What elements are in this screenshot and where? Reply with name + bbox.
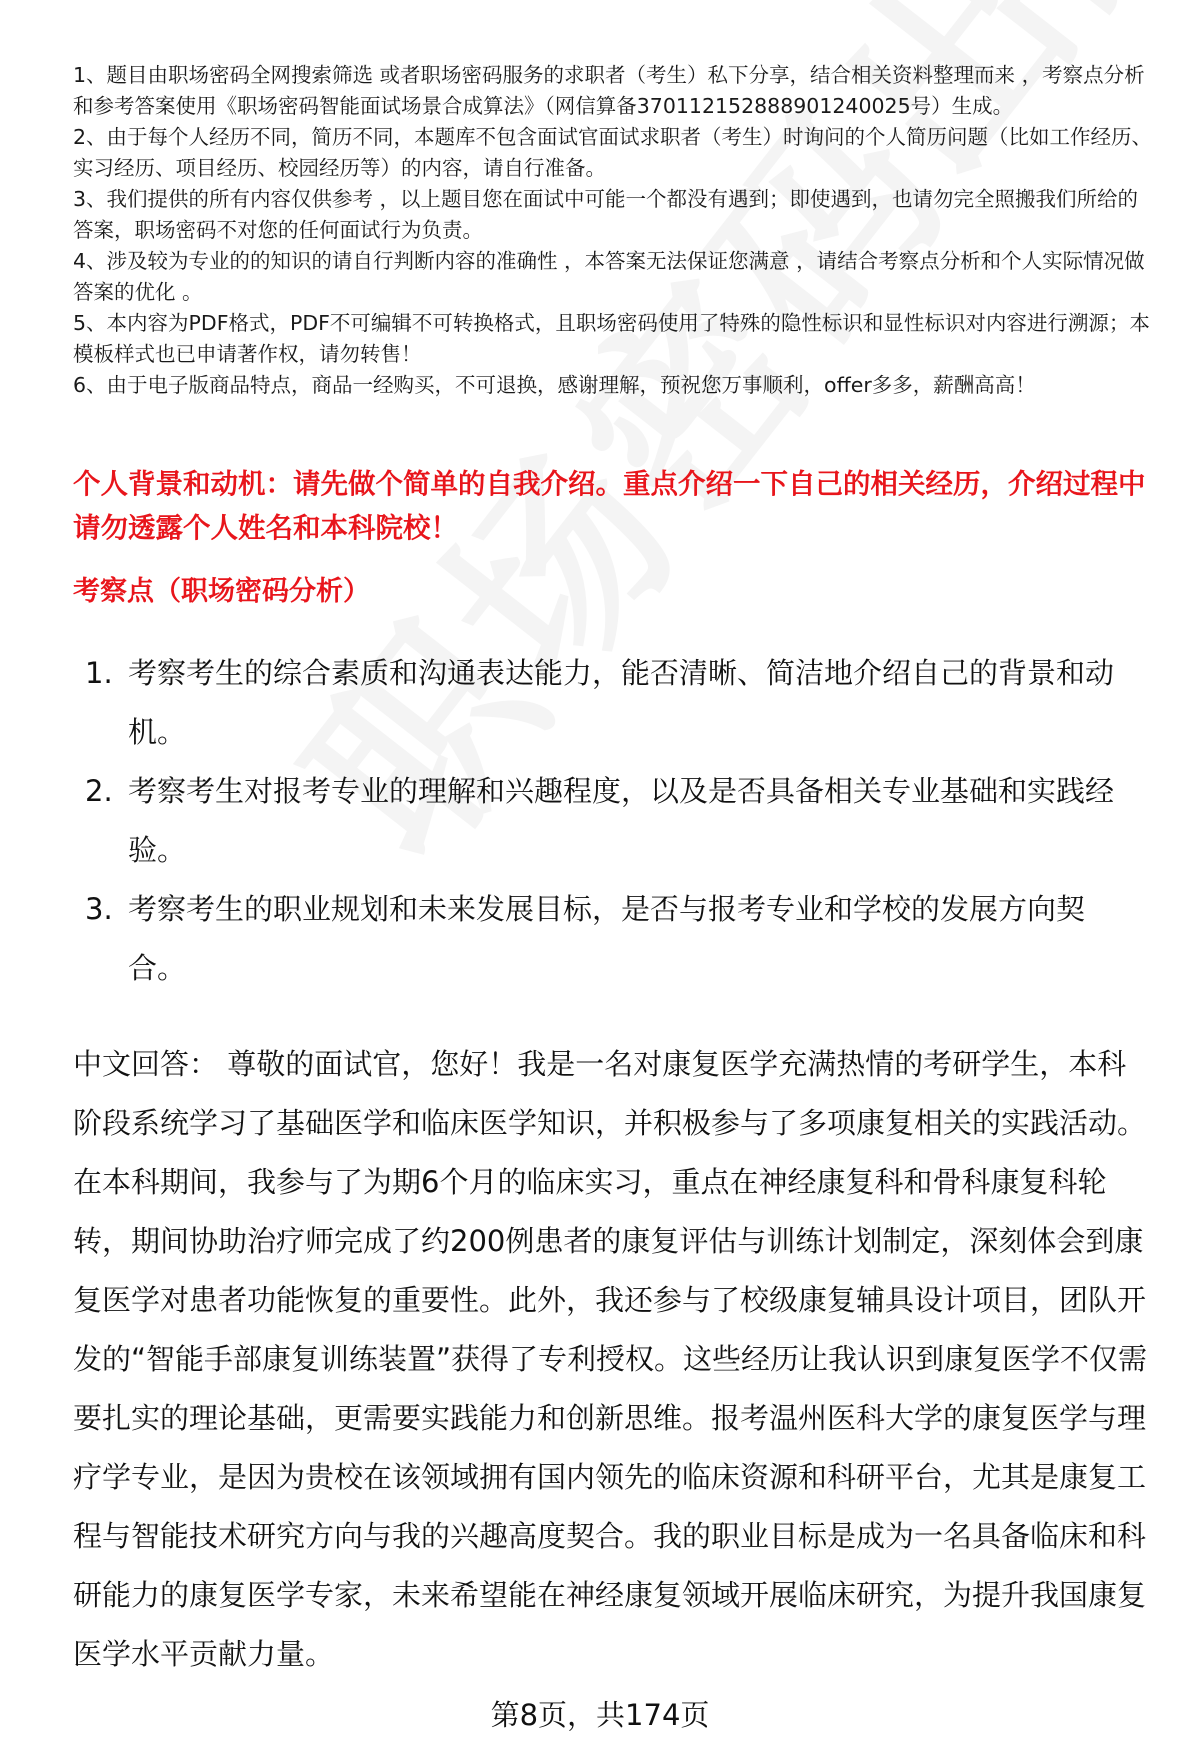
notice-item-3: 3、我们提供的所有内容仅供参考 ，以上题目您在面试中可能一个都没有遇到；即使遇到，也请勿完全照搬我们所给的答案，职场密码不对您的任何面试行为负责。 xyxy=(73,187,1139,242)
page-number-footer: 第8页，共174页 xyxy=(490,1698,710,1732)
list-item xyxy=(73,644,1153,762)
notice-item-2: 2、由于每个人经历不同，简历不同，本题库不包含面试官面试求职者（考生）时询问的个人简历问题（比如工作经历、实习经历、项目经历、校园经历等）的内容，请自行准备。 xyxy=(73,125,1153,180)
question-heading: 个人背景和动机：请先做个简单的自我介绍。重点介绍一下自己的相关经历，介绍过程中请勿透露个人姓名和本科院校！ xyxy=(73,468,1146,544)
analysis-title: 考察点（职场密码分析） xyxy=(73,576,370,607)
list-item-number: 1. xyxy=(85,656,113,690)
list-item-number: 2. xyxy=(85,774,113,808)
list-item-number: 3. xyxy=(85,892,113,926)
list-item xyxy=(73,880,1153,998)
list-item-text: 考察考生的综合素质和沟通表达能力，能否清晰、简洁地介绍自己的背景和动机。 xyxy=(128,656,1115,749)
notice-item-1: 1、题目由职场密码全网搜索筛选 或者职场密码服务的求职者（考生）私下分享，结合相关资料整理而来 ，考察点分析和参考答案使用《职场密码智能面试场景合成算法》（网信算备370112152888901240025号）生成。 xyxy=(73,63,1145,118)
notice-block xyxy=(73,60,1157,401)
analysis-points-list xyxy=(73,644,1153,998)
list-item xyxy=(73,762,1153,880)
notice-item-5: 5、本内容为PDF格式，PDF不可编辑不可转换格式，且职场密码使用了特殊的隐性标识和显性标识对内容进行溯源；本模板样式也已申请著作权，请勿转售！ xyxy=(73,311,1150,366)
list-item-text: 考察考生对报考专业的理解和兴趣程度，以及是否具备相关专业基础和实践经验。 xyxy=(128,774,1115,867)
notice-item-6: 6、由于电子版商品特点，商品一经购买，不可退换，感谢理解，预祝您万事顺利，offer多多，薪酬高高！ xyxy=(73,373,1036,397)
answer-paragraph: 中文回答： 尊敬的面试官，您好！我是一名对康复医学充满热情的考研学生，本科阶段系统学习了基础医学和临床医学知识，并积极参与了多项康复相关的实践活动。在本科期间，我参与了为期6个月的临床实习，重点在神经康复科和骨科康复科轮转，期间协助治疗师完成了约200例患者的康复评估与训练计划制定，深刻体会到康复医学对患者功能恢复的重要性。此外，我还参与了校级康复辅具设计项目，团队开发的“智能手部康复训练装置”获得了专利授权。这些经历让我认识到康复医学不仅需要扎实的理论基础，更需要实践能力和创新思维。报考温州医科大学的康复医学与理疗学专业，是因为贵校在该领域拥有国内领先的临床资源和科研平台，尤其是康复工程与智能技术研究方向与我的兴趣高度契合。我的职业目标是成为一名具备临床和科研能力的康复医学专家，未来希望能在神经康复领域开展临床研究，为提升我国康复医学水平贡献力量。 xyxy=(73,1047,1148,1671)
list-item-text: 考察考生的职业规划和未来发展目标，是否与报考专业和学校的发展方向契合。 xyxy=(128,892,1086,985)
notice-item-4: 4、涉及较为专业的的知识的请自行判断内容的准确性 ，本答案无法保证您满意 ，请结合考察点分析和个人实际情况做答案的优化 。 xyxy=(73,249,1145,304)
